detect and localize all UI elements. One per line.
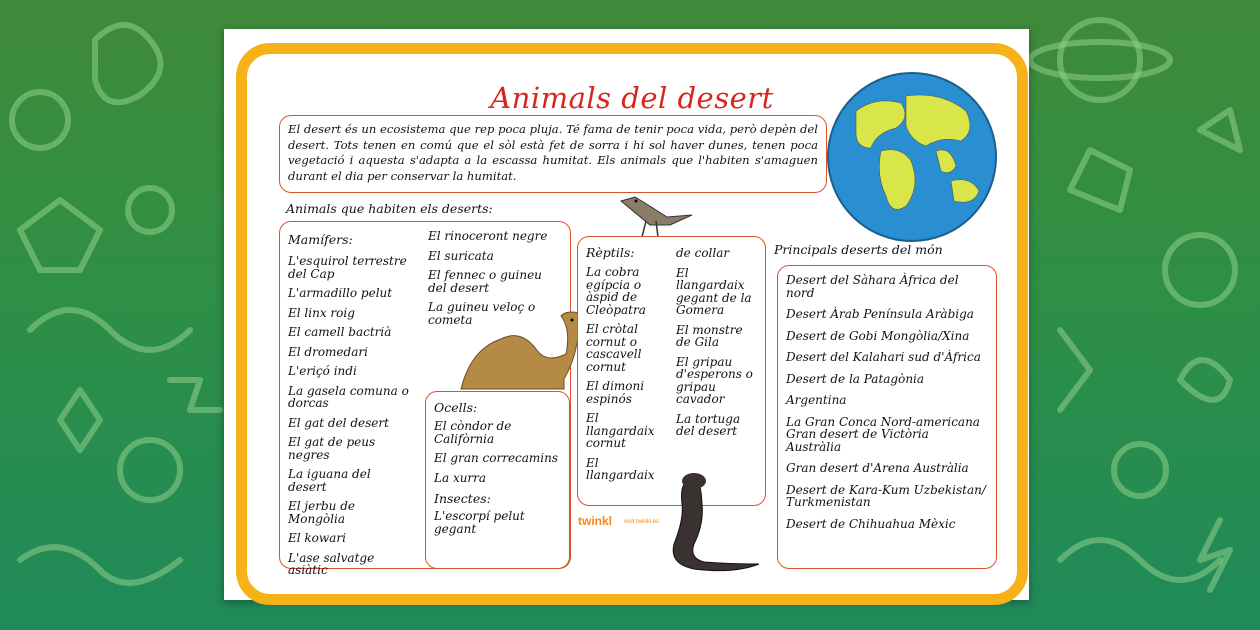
camel-image bbox=[456, 311, 586, 391]
list-item: Desert Àrab Península Aràbiga bbox=[786, 307, 974, 321]
mammals-header: Mamífers: bbox=[288, 232, 353, 247]
poster-sheet bbox=[224, 29, 1029, 600]
deserts-label: Principals deserts del món bbox=[774, 242, 943, 257]
list-item: El suricata bbox=[428, 248, 494, 263]
list-item: Desert del Kalahari sud d'Àfrica bbox=[786, 350, 981, 364]
list-item: El jerbu de Mongòlia bbox=[288, 499, 355, 526]
reptiles-column-1 bbox=[586, 245, 668, 489]
list-item: El gat de peus negres bbox=[288, 435, 376, 462]
birds-header: Ocells: bbox=[434, 400, 478, 415]
list-item: El còndor de Califòrnia bbox=[434, 419, 512, 446]
list-item: El dromedari bbox=[288, 344, 368, 359]
list-item: El camell bactrià bbox=[288, 325, 392, 339]
list-item: El dimoni espinós bbox=[586, 379, 645, 406]
list-item: El fennec o guineu del desert bbox=[428, 268, 542, 295]
mammals-column-1 bbox=[288, 232, 413, 584]
list-item: El llangardaix gegant de la Gomera bbox=[676, 265, 752, 317]
cobra-image bbox=[664, 469, 774, 579]
list-item: Argentina bbox=[786, 393, 847, 407]
intro-text: El desert és un ecosistema que rep poca pluja. Té fama de tenir poca vida, però depèn del desert. Tots tenen en comú que el sòl està fet de sorra i hi sol haver dunes, tenen poca vegetació i aquesta s'adapta a la escassa humitat. Els animals que l'habiten s'amaguen durant el dia per conservar la humitat. bbox=[288, 122, 818, 183]
list-item: La Gran Conca Nord-americana Gran desert de Victòria Austràlia bbox=[786, 414, 980, 454]
roadrunner-image bbox=[616, 189, 696, 239]
list-item: El kowari bbox=[288, 531, 346, 545]
visit-text: visit twinkl.es bbox=[624, 519, 660, 525]
list-item: L'esquirol terrestre del Cap bbox=[288, 254, 407, 281]
animals-label: Animals que habiten els deserts: bbox=[286, 201, 493, 216]
list-item: L'armadillo pelut bbox=[288, 286, 393, 300]
list-item: Desert de la Patagònia bbox=[786, 371, 925, 386]
list-item: La xurra bbox=[434, 470, 487, 485]
list-item: El rinoceront negre bbox=[428, 229, 548, 243]
reptiles-column-2 bbox=[676, 247, 760, 445]
list-item: La iguana del desert bbox=[288, 467, 371, 494]
list-item: El cròtal cornut o cascavell cornut bbox=[586, 322, 642, 374]
list-item: El gat del desert bbox=[288, 415, 389, 430]
list-item: Desert de Kara-Kum Uzbekistan/ Turkmenistan bbox=[786, 482, 986, 509]
list-item: Gran desert d'Arena Austràlia bbox=[786, 461, 969, 475]
list-item: El llangardaix bbox=[586, 455, 655, 482]
intro-box bbox=[279, 115, 827, 193]
list-item: La tortuga del desert bbox=[676, 411, 741, 438]
list-item: Desert del Sàhara Àfrica del nord bbox=[786, 273, 959, 300]
globe-icon bbox=[826, 71, 998, 243]
list-item: El gripau d'esperons o gripau cavador bbox=[676, 354, 753, 406]
birds-column bbox=[434, 400, 562, 542]
deserts-column bbox=[786, 274, 986, 539]
deserts-box bbox=[777, 265, 997, 569]
list-item: La gasela comuna o dorcas bbox=[288, 383, 409, 410]
list-item: Desert de Chihuahua Mèxic bbox=[786, 516, 956, 531]
list-item: L'eriçó indi bbox=[288, 364, 357, 378]
list-item: La guineu veloç o cometa bbox=[428, 300, 536, 327]
list-item: de collar bbox=[676, 246, 730, 260]
list-item: La cobra egípcia o àspid de Cleòpatra bbox=[586, 265, 646, 317]
reptiles-header: Rèptils: bbox=[586, 245, 635, 260]
list-item: El linx roig bbox=[288, 305, 355, 320]
reptiles-box bbox=[577, 236, 766, 506]
birds-insects-box bbox=[425, 391, 570, 569]
insects-header: Insectes: bbox=[434, 491, 491, 506]
list-item: L'ase salvatge asiàtic bbox=[288, 550, 375, 577]
twinkl-logo: twinkl bbox=[578, 514, 613, 528]
poster-title: Animals del desert bbox=[490, 81, 774, 115]
globe-image bbox=[826, 71, 998, 243]
list-item: Desert de Gobi Mongòlia/Xina bbox=[786, 328, 970, 343]
list-item: L'escorpí pelut gegant bbox=[434, 509, 525, 536]
list-item: El llangardaix cornut bbox=[586, 411, 655, 450]
list-item: El gran correcamins bbox=[434, 451, 559, 465]
list-item: El monstre de Gila bbox=[676, 322, 743, 349]
